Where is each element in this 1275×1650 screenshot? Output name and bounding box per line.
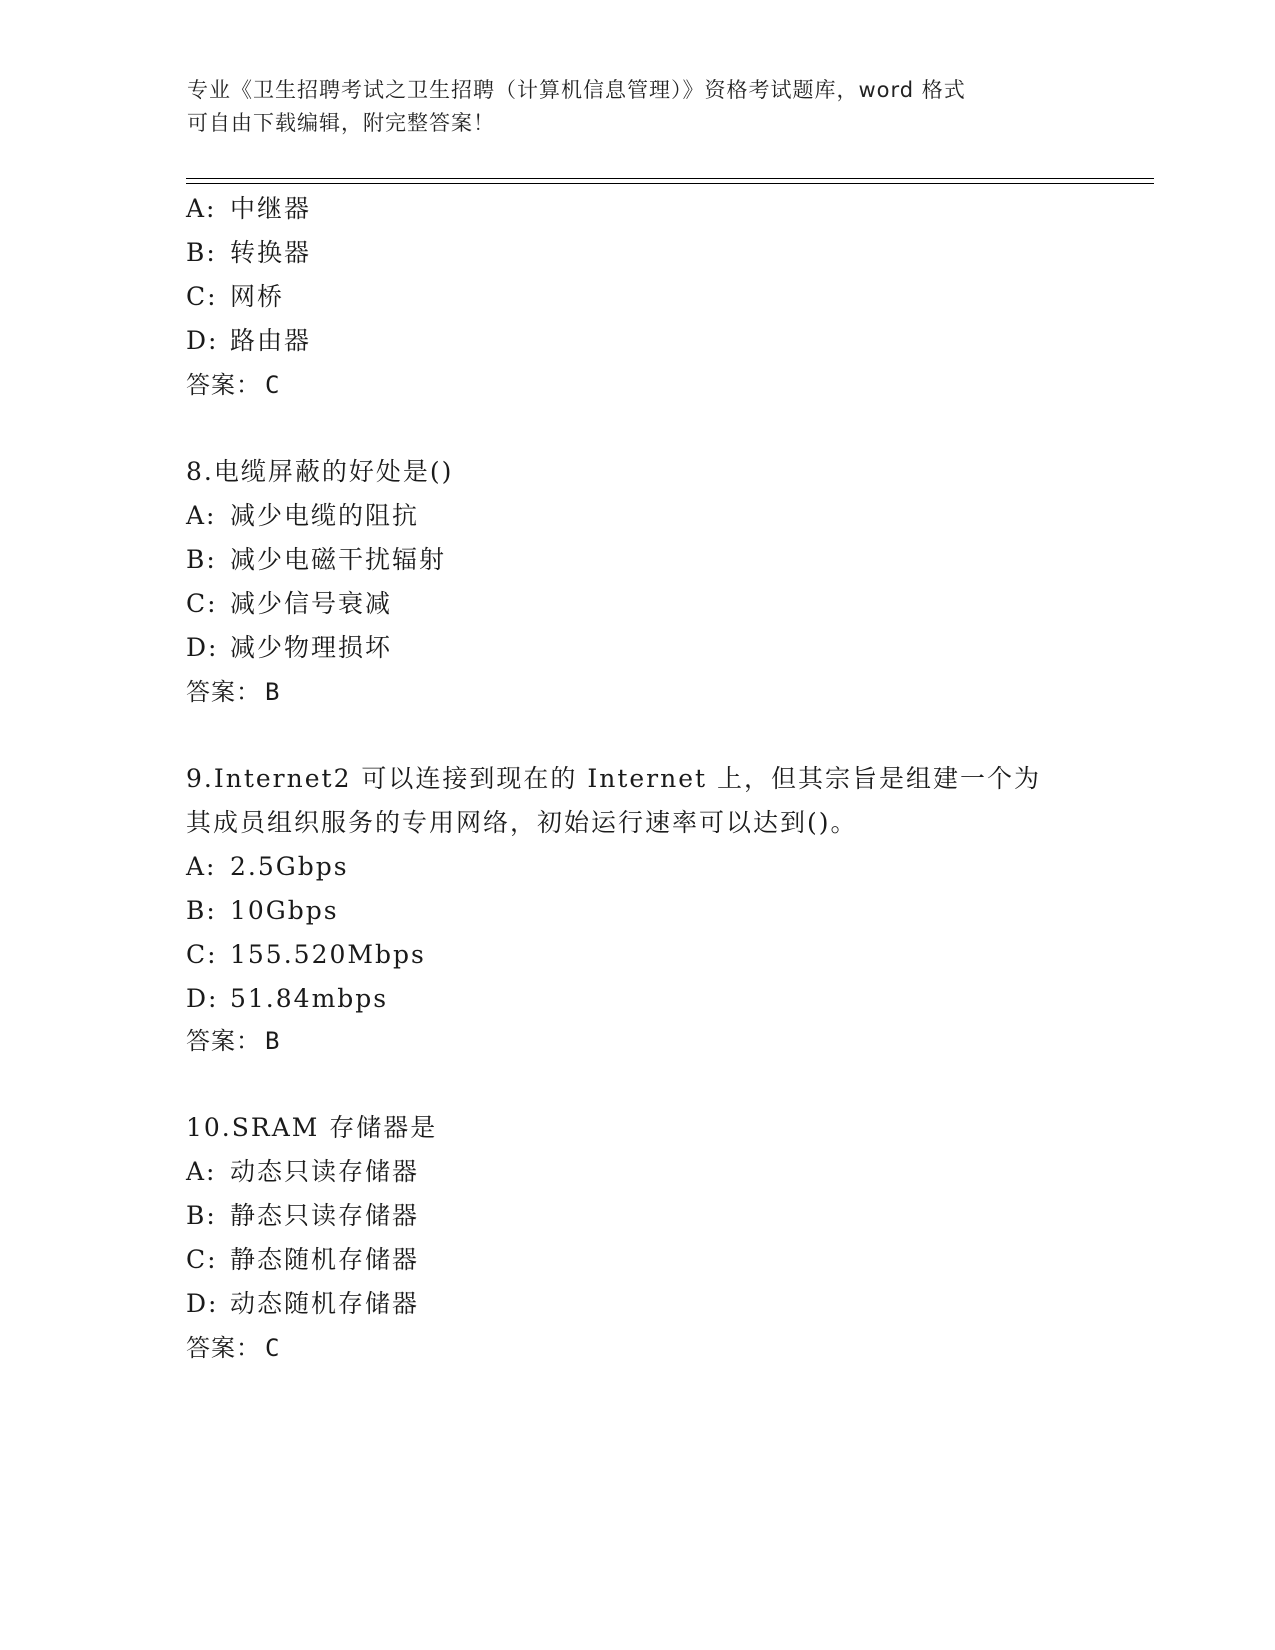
answer-label: 答案： (186, 1334, 261, 1362)
answer-label: 答案： (186, 1027, 261, 1055)
q7-option-b (186, 236, 311, 270)
q8-option-c (186, 587, 392, 621)
document-header (187, 74, 1067, 140)
q7-option-a (186, 192, 311, 226)
option-mark: C: (186, 589, 218, 618)
q7-option-c (186, 280, 284, 314)
q9-option-d (186, 982, 388, 1016)
option-text: 静态只读存储器 (230, 1201, 420, 1230)
q9-option-b (186, 894, 339, 928)
option-mark: D: (186, 633, 219, 662)
option-text: 中继器 (230, 194, 312, 223)
option-mark: B: (186, 896, 217, 925)
q10-option-a (186, 1155, 419, 1189)
q8-answer (186, 675, 280, 709)
option-text: 减少信号衰减 (230, 589, 393, 618)
option-mark: C: (186, 282, 218, 311)
option-mark: A: (186, 194, 217, 223)
header-line-1: 专业《卫生招聘考试之卫生招聘（计算机信息管理）》资格考试题库，word 格式 (187, 78, 966, 102)
option-text: 转换器 (230, 238, 312, 267)
q10-answer (186, 1331, 280, 1365)
answer-value: B (265, 1027, 281, 1055)
option-mark: B: (186, 545, 217, 574)
q8-question: 8.电缆屏蔽的好处是() (186, 457, 454, 486)
header-divider-bottom (186, 183, 1154, 184)
q10-option-c (186, 1243, 419, 1277)
q10-question: 10.SRAM 存储器是 (186, 1113, 438, 1142)
option-text: 路由器 (230, 326, 312, 355)
option-mark: A: (186, 1157, 217, 1186)
option-text: 减少电磁干扰辐射 (230, 545, 447, 574)
option-mark: B: (186, 238, 217, 267)
option-text: 动态只读存储器 (230, 1157, 420, 1186)
q8-option-b (186, 543, 446, 577)
q9-option-a (186, 850, 349, 884)
option-mark: B: (186, 1201, 217, 1230)
option-text: 2.5Gbps (230, 852, 349, 881)
q9-answer (186, 1024, 280, 1058)
option-mark: A: (186, 501, 217, 530)
q10-option-b (186, 1199, 419, 1233)
option-mark: D: (186, 326, 219, 355)
q8-option-a (186, 499, 419, 533)
option-text: 静态随机存储器 (230, 1245, 420, 1274)
answer-value: C (265, 371, 281, 399)
header-line-2: 可自由下载编辑，附完整答案！ (187, 111, 495, 135)
q7-answer (186, 368, 280, 402)
option-mark: D: (186, 1289, 219, 1318)
q9-question-line-2: 其成员组织服务的专用网络，初始运行速率可以达到()。 (186, 808, 858, 837)
answer-label: 答案： (186, 371, 261, 399)
option-mark: C: (186, 940, 218, 969)
option-text: 动态随机存储器 (230, 1289, 420, 1318)
header-divider-top (186, 178, 1154, 179)
q8-option-d (186, 631, 392, 665)
answer-label: 答案： (186, 678, 261, 706)
option-text: 51.84mbps (230, 984, 389, 1013)
q9-option-c (186, 938, 426, 972)
option-mark: D: (186, 984, 219, 1013)
q10-option-d (186, 1287, 419, 1321)
q7-option-d (186, 324, 311, 358)
option-mark: A: (186, 852, 217, 881)
q9-question-line-1: 9.Internet2 可以连接到现在的 Internet 上，但其宗旨是组建一个为 (186, 764, 1042, 793)
option-text: 10Gbps (230, 896, 339, 925)
option-text: 网桥 (230, 282, 285, 311)
option-mark: C: (186, 1245, 218, 1274)
option-text: 155.520Mbps (230, 940, 426, 969)
answer-value: C (265, 1334, 281, 1362)
option-text: 减少物理损坏 (230, 633, 393, 662)
answer-value: B (265, 678, 281, 706)
option-text: 减少电缆的阻抗 (230, 501, 420, 530)
